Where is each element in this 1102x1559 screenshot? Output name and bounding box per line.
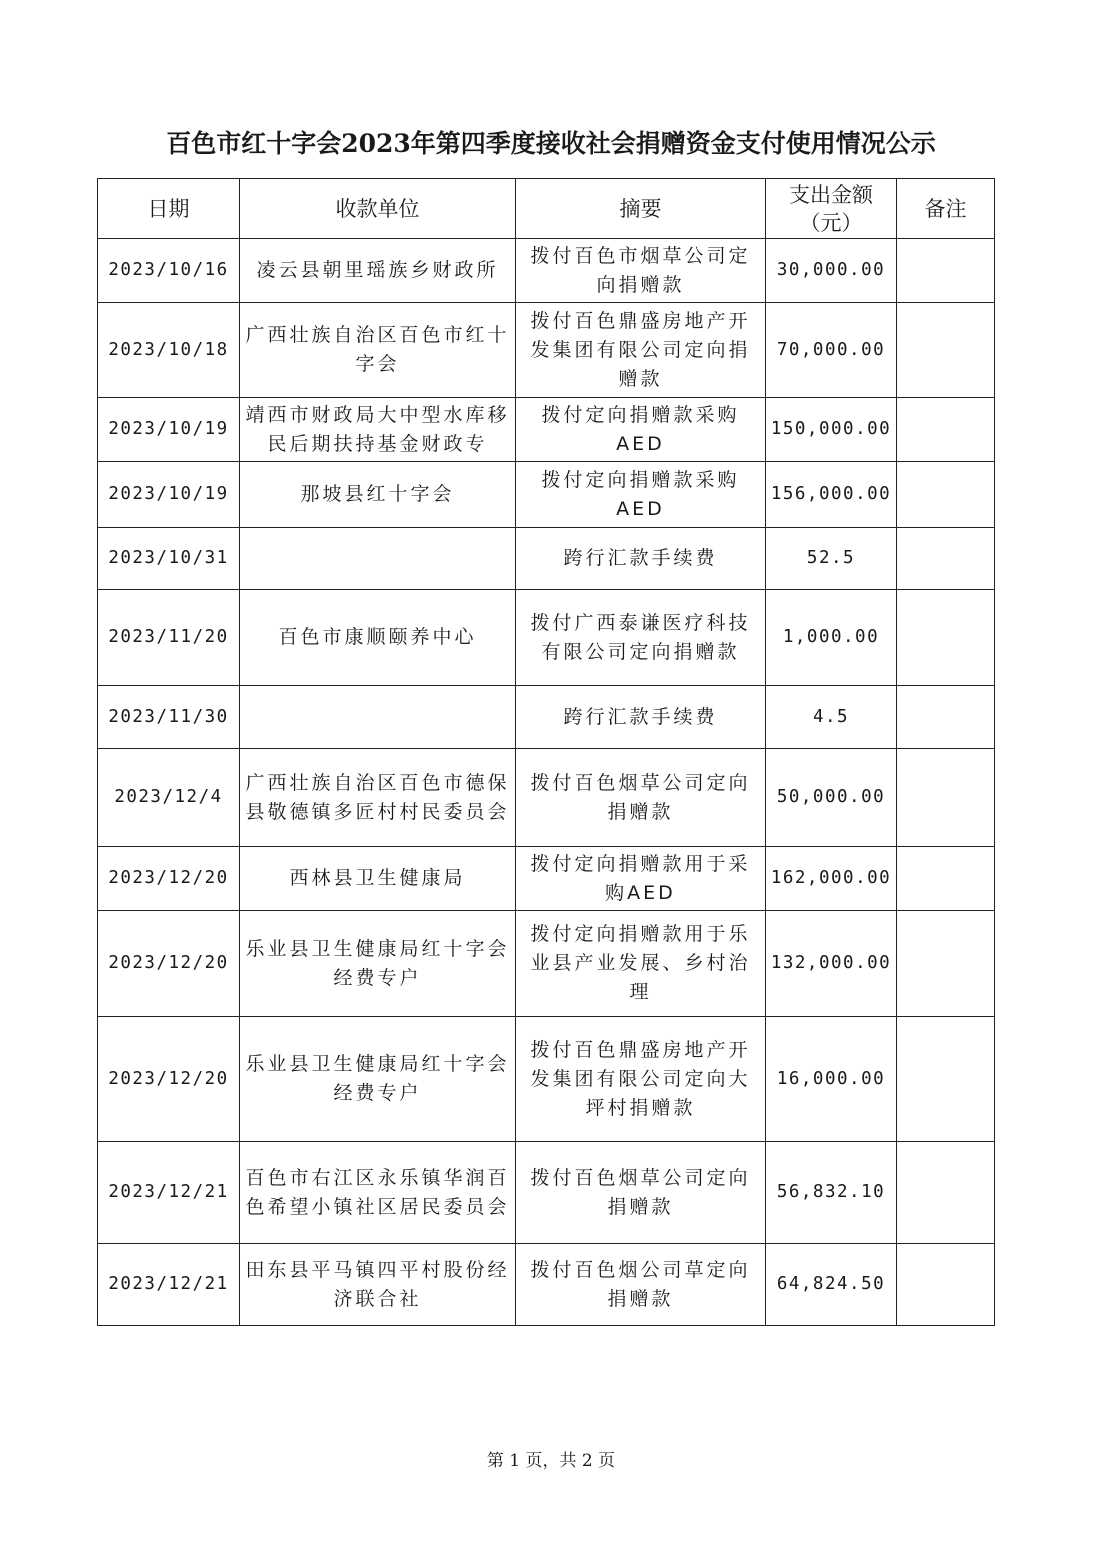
cell-note (897, 590, 995, 686)
table-row (98, 686, 995, 749)
cell-summary: 拨付百色鼎盛房地产开发集团有限公司定向捐赠款 (516, 303, 766, 398)
table-header-row (98, 179, 995, 239)
cell-amount: 64,824.50 (766, 1244, 897, 1326)
table-row (98, 398, 995, 462)
cell-date: 2023/10/16 (98, 239, 240, 303)
cell-summary: 拨付广西泰谦医疗科技有限公司定向捐赠款 (516, 590, 766, 686)
cell-note (897, 528, 995, 590)
donation-table (97, 178, 995, 1326)
table-row (98, 239, 995, 303)
cell-note (897, 239, 995, 303)
cell-note (897, 398, 995, 462)
cell-amount: 162,000.00 (766, 847, 897, 911)
cell-summary: 拨付定向捐赠款用于乐业县产业发展、乡村治理 (516, 911, 766, 1017)
cell-date: 2023/12/21 (98, 1142, 240, 1244)
cell-amount: 50,000.00 (766, 749, 897, 847)
cell-note (897, 686, 995, 749)
cell-amount: 150,000.00 (766, 398, 897, 462)
cell-payee: 那坡县红十字会 (240, 462, 516, 528)
header-summary: 摘要 (516, 179, 766, 239)
cell-amount: 70,000.00 (766, 303, 897, 398)
table-row (98, 1017, 995, 1142)
table-row (98, 528, 995, 590)
cell-payee: 百色市右江区永乐镇华润百色希望小镇社区居民委员会 (240, 1142, 516, 1244)
cell-summary: 拨付百色烟草公司定向捐赠款 (516, 749, 766, 847)
cell-amount: 132,000.00 (766, 911, 897, 1017)
cell-amount: 56,832.10 (766, 1142, 897, 1244)
cell-summary: 拨付百色烟公司草定向捐赠款 (516, 1244, 766, 1326)
cell-date: 2023/11/20 (98, 590, 240, 686)
table-row (98, 303, 995, 398)
cell-date: 2023/10/31 (98, 528, 240, 590)
cell-summary: 跨行汇款手续费 (516, 686, 766, 749)
cell-amount: 156,000.00 (766, 462, 897, 528)
header-date: 日期 (98, 179, 240, 239)
cell-date: 2023/10/18 (98, 303, 240, 398)
cell-note (897, 847, 995, 911)
cell-payee: 广西壮族自治区百色市德保县敬德镇多匠村村民委员会 (240, 749, 516, 847)
cell-summary: 拨付百色烟草公司定向捐赠款 (516, 1142, 766, 1244)
cell-note (897, 1017, 995, 1142)
cell-note (897, 462, 995, 528)
cell-summary: 拨付定向捐赠款用于采购AED (516, 847, 766, 911)
cell-payee: 凌云县朝里瑶族乡财政所 (240, 239, 516, 303)
cell-summary: 拨付百色市烟草公司定向捐赠款 (516, 239, 766, 303)
cell-date: 2023/10/19 (98, 398, 240, 462)
cell-summary: 跨行汇款手续费 (516, 528, 766, 590)
cell-note (897, 1142, 995, 1244)
table-row (98, 462, 995, 528)
cell-note (897, 1244, 995, 1326)
cell-date: 2023/12/20 (98, 847, 240, 911)
cell-note (897, 911, 995, 1017)
document-title: 百色市红十字会2023年第四季度接收社会捐赠资金支付使用情况公示 (166, 129, 936, 158)
cell-note (897, 749, 995, 847)
cell-date: 2023/10/19 (98, 462, 240, 528)
page-footer: 第 1 页，共 2 页 (486, 1451, 616, 1471)
cell-payee (240, 528, 516, 590)
cell-payee: 西林县卫生健康局 (240, 847, 516, 911)
cell-amount: 52.5 (766, 528, 897, 590)
cell-payee: 乐业县卫生健康局红十字会经费专户 (240, 911, 516, 1017)
cell-amount: 16,000.00 (766, 1017, 897, 1142)
cell-date: 2023/12/21 (98, 1244, 240, 1326)
table-row (98, 590, 995, 686)
cell-summary: 拨付定向捐赠款采购AED (516, 462, 766, 528)
table-row (98, 847, 995, 911)
cell-payee: 广西壮族自治区百色市红十字会 (240, 303, 516, 398)
table-row (98, 749, 995, 847)
table-row (98, 1142, 995, 1244)
cell-payee (240, 686, 516, 749)
header-note: 备注 (897, 179, 995, 239)
cell-payee: 田东县平马镇四平村股份经济联合社 (240, 1244, 516, 1326)
cell-summary: 拨付定向捐赠款采购AED (516, 398, 766, 462)
cell-summary: 拨付百色鼎盛房地产开发集团有限公司定向大坪村捐赠款 (516, 1017, 766, 1142)
table-row (98, 911, 995, 1017)
cell-amount: 1,000.00 (766, 590, 897, 686)
cell-note (897, 303, 995, 398)
table-row (98, 1244, 995, 1326)
cell-date: 2023/11/30 (98, 686, 240, 749)
cell-payee: 百色市康顺颐养中心 (240, 590, 516, 686)
cell-date: 2023/12/4 (98, 749, 240, 847)
header-amount: 支出金额（元） (766, 179, 897, 239)
cell-date: 2023/12/20 (98, 1017, 240, 1142)
cell-amount: 30,000.00 (766, 239, 897, 303)
cell-date: 2023/12/20 (98, 911, 240, 1017)
cell-amount: 4.5 (766, 686, 897, 749)
cell-payee: 乐业县卫生健康局红十字会经费专户 (240, 1017, 516, 1142)
header-payee: 收款单位 (240, 179, 516, 239)
cell-payee: 靖西市财政局大中型水库移民后期扶持基金财政专 (240, 398, 516, 462)
